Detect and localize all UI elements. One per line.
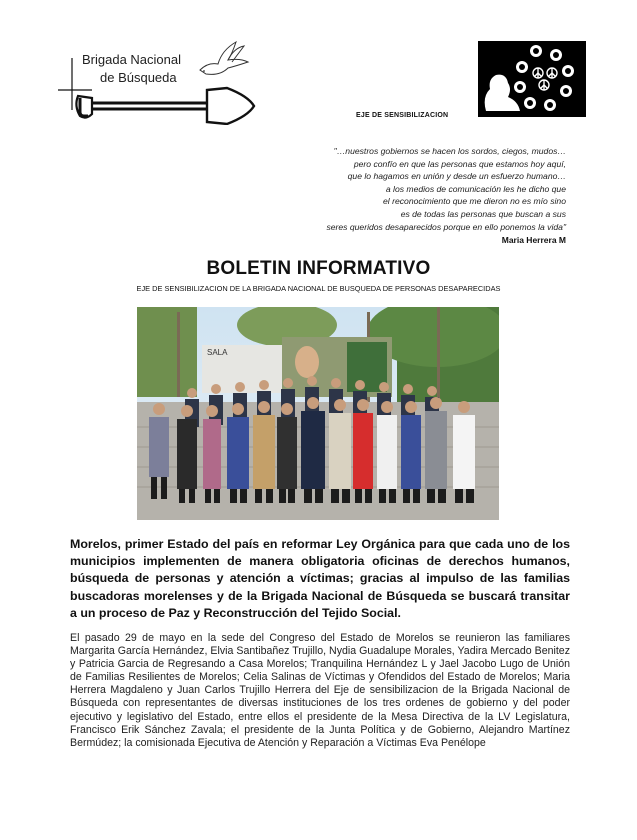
quote-line: "…nuestros gobiernos se hacen los sordos, ciegos, mudos… — [333, 146, 566, 156]
peace-icon — [533, 68, 557, 90]
eje-label: EJE DE SENSIBILIZACION — [356, 112, 449, 119]
quote-line: a los medios de comunicación les he dicho que — [385, 183, 566, 194]
quote-line: seres queridos desaparecidos porque en ello ponemos la vida" — [326, 221, 566, 232]
page-title: BOLETIN INFORMATIVO — [206, 258, 431, 279]
quote-line: es de todas las personas que buscan a sus — [400, 208, 566, 219]
quote-author: Maria Herrera M — [501, 235, 566, 245]
quote-block — [236, 145, 566, 233]
quote-line: que lo hagamos en unión y desde un esfuerzo humano… — [347, 171, 566, 182]
org-name-line1: Brigada Nacional — [82, 52, 182, 67]
quote-line: pero confío en que las personas que estamos hoy aquí, — [353, 158, 566, 169]
article-body: El pasado 29 de mayo en la sede del Congreso del Estado de Morelos se reunieron las familiares Margarita García Hernández, Elvia Santibañez Trujillo, Nydia Guadalupe Morales, Yadira Mercado Benitez y Patricia Garcia de Regresando a Casa Morelos; Tranquilina Hernández L y Jael Jacobo Lugo de Unión de Familias Resilientes de Morelos; Celia Salinas de Víctimas y Ofendidos del Estado de Morelos; Maria Herrera Magdaleno y Juan Carlos Trujillo Herrera del Eje de sensibilizacion de la Brigada Nacional de Búsqueda con representantes de diversas instituciones de los tres ordenes de gobierno y del poder ejecutivo y legislativo del Estado, entre ellos el presidente de la Mesa Directiva de la LV Legislatura, Francisco Erik Sánchez Zavala; el presidente de la Junta Política y de Gobierno, Alejandro Martínez Bermúdez; la comisionada Ejecutiva de Atención y Reparación a Víctimas Eva Penélope — [70, 632, 570, 749]
quote-line: el reconocimiento que me dieron no es mío sino — [383, 196, 566, 207]
building-sign: SALA — [207, 348, 228, 357]
group-photo — [137, 307, 499, 520]
org-name-line2: de Búsqueda — [100, 70, 177, 85]
article-headline: Morelos, primer Estado del país en reformar Ley Orgánica para que cada uno de los municipios implementen de manera obligatoria oficinas de derechos humanos, búsqueda de personas y atención a víctimas; gracias al impulso de las familias buscadoras morelenses y de la Brigada Nacional de Búsqueda se buscará transitar a un proceso de Paz y Reconstrucción del Tejido Social. — [70, 537, 570, 620]
people-circle-icon — [478, 41, 586, 117]
eje-logo — [478, 41, 586, 117]
brigada-logo — [52, 40, 262, 125]
dove-icon — [192, 40, 252, 80]
page-subtitle: EJE DE SENSIBILIZACION DE LA BRIGADA NACIONAL DE BUSQUEDA DE PERSONAS DESAPARECIDAS — [136, 284, 501, 293]
